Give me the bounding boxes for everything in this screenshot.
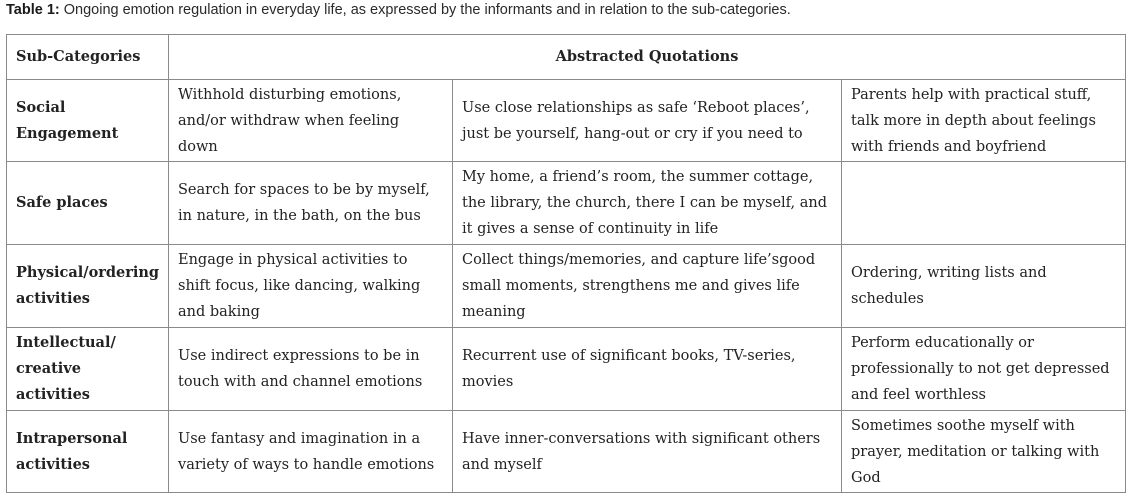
sub-category-cell: Intrapersonal activities [7, 411, 169, 493]
quotation-cell: Sometimes soothe myself with prayer, meditation or talking with God [842, 411, 1126, 493]
quotation-cell: Use fantasy and imagination in a variety of ways to handle emotions [169, 411, 453, 493]
quotation-cell: Engage in physical activities to shift focus, like dancing, walking and baking [169, 245, 453, 328]
table-row [7, 80, 1126, 162]
table-row [7, 328, 1126, 411]
header-row [7, 35, 1126, 80]
sub-category-cell: Social Engagement [7, 80, 169, 162]
quotation-cell: My home, a friend’s room, the summer cottage, the library, the church, there I can be myself, and it gives a sense of continuity in life [453, 162, 842, 245]
quotation-cell: Collect things/memories, and capture life’sgood small moments, strengthens me and gives life meaning [453, 245, 842, 328]
emotion-regulation-table [6, 34, 1126, 493]
sub-category-cell: Intellectual/ creative activities [7, 328, 169, 411]
quotation-cell: Withhold disturbing emotions, and/or withdraw when feeling down [169, 80, 453, 162]
caption-label: Table 1: [6, 2, 60, 18]
sub-category-cell: Safe places [7, 162, 169, 245]
caption-text: Ongoing emotion regulation in everyday life, as expressed by the informants and in relation to the sub-categories. [59, 2, 791, 18]
quotation-cell: Perform educationally or professionally to not get depressed and feel worthless [842, 328, 1126, 411]
header-abstracted-quotations: Abstracted Quotations [169, 35, 1126, 80]
quotation-cell: Parents help with practical stuff, talk more in depth about feelings with friends and boyfriend [842, 80, 1126, 162]
header-sub-categories: Sub-Categories [7, 35, 169, 80]
sub-category-cell: Physical/ordering activities [7, 245, 169, 328]
table-row [7, 162, 1126, 245]
quotation-cell: Recurrent use of significant books, TV-series, movies [453, 328, 842, 411]
quotation-cell: Ordering, writing lists and schedules [842, 245, 1126, 328]
table-caption [6, 2, 791, 18]
quotation-cell: Use indirect expressions to be in touch with and channel emotions [169, 328, 453, 411]
quotation-cell: Have inner-conversations with significant others and myself [453, 411, 842, 493]
table-row [7, 411, 1126, 493]
table-row [7, 245, 1126, 328]
quotation-cell: Search for spaces to be by myself, in nature, in the bath, on the bus [169, 162, 453, 245]
quotation-cell: Use close relationships as safe ‘Reboot places’, just be yourself, hang-out or cry if you need to [453, 80, 842, 162]
quotation-cell [842, 162, 1126, 245]
